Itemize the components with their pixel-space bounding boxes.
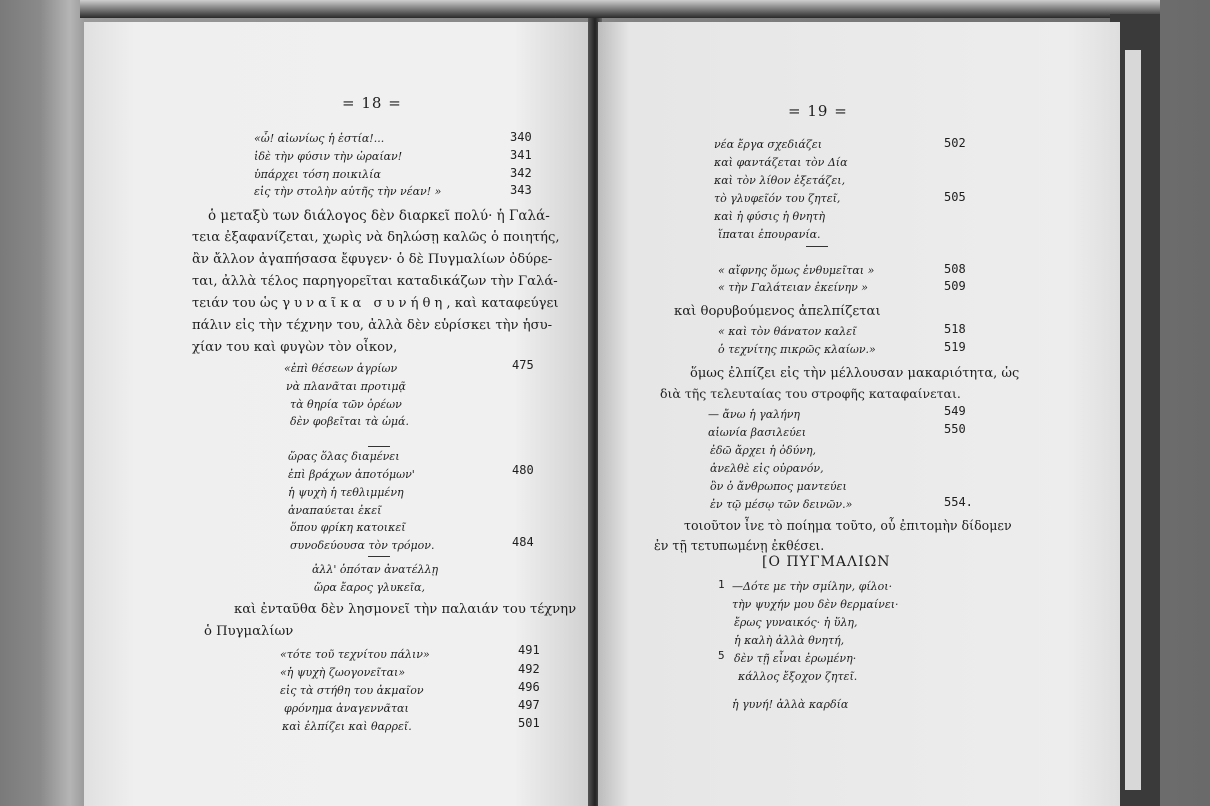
verse-line: δὲν τῇ εἶναι ἐρωμένη· (734, 652, 857, 665)
section-divider (806, 246, 828, 247)
cover-top-edge (80, 0, 1160, 18)
line-number: 484 (512, 535, 534, 549)
line-number: 475 (512, 358, 534, 372)
verse-line: ἡ γυνή! ἀλλὰ καρδία (732, 698, 849, 711)
verse-line: —Δότε με τὴν σμίλην, φίλοι· (732, 580, 893, 593)
verse-line: ἐπὶ βράχων ἀποτόμων' (288, 468, 415, 481)
verse-line: νέα ἔργα σχεδιάζει (714, 138, 823, 151)
verse-line: «ὦ! αἰωνίως ἡ ἑστία!... (254, 132, 385, 145)
verse-line: — ἄνω ἡ γαλήνη (708, 408, 801, 421)
line-number: 341 (510, 148, 532, 162)
verse-line: « καὶ τὸν θάνατον καλεῖ (718, 325, 857, 338)
verse-line: τὸ γλυφεῖόν του ζητεῖ, (714, 192, 841, 205)
line-number: 554. (944, 495, 973, 509)
right-page (598, 22, 1120, 806)
line-number: 1 (718, 578, 725, 591)
verse-line: νὰ πλανᾶται προτιμᾷ (286, 380, 406, 393)
prose-line: πάλιν εἰς τὴν τέχνην του, ἀλλὰ δὲν εὑρίσκει τὴν ἡσυ- (192, 318, 553, 333)
verse-line: ἵπαται ἐπουρανία. (718, 228, 821, 241)
verse-line: εἰς τὰ στήθη του ἀκμαῖον (280, 684, 424, 697)
verse-line: ἰδὲ τὴν φύσιν τὴν ὡραίαν! (254, 150, 403, 163)
line-number: 505 (944, 190, 966, 204)
section-title: [Ο ΠΥΓΜΑΛΙΩΝ (762, 554, 891, 570)
line-number: 508 (944, 262, 966, 276)
verse-line: «ἡ ψυχὴ ζωογονεῖται» (280, 666, 406, 679)
line-number: 5 (718, 649, 725, 662)
section-title-text: Ο ΠΥΓΜΑΛΙΩΝ (768, 554, 891, 570)
verse-line: τὰ θηρία τῶν ὀρέων (290, 398, 402, 411)
line-number: 342 (510, 166, 532, 180)
prose-fragment: , καὶ καταφεύγει (446, 296, 559, 311)
verse-line: ἐν τῷ μέσῳ τῶν δεινῶν.» (710, 498, 853, 511)
verse-line: «τότε τοῦ τεχνίτου πάλιν» (280, 648, 430, 661)
verse-line: ὑπάρχει τόση ποικιλία (254, 168, 381, 181)
section-divider (368, 446, 390, 447)
verse-line: ἀνελθὲ εἰς οὐρανόν, (710, 462, 824, 475)
prose-line: ἐν τῇ τετυπωμένῃ ἐκθέσει. (654, 538, 825, 553)
prose-line: καὶ ἐνταῦθα δὲν λησμονεῖ τὴν παλαιάν του τέχνην (234, 602, 577, 617)
verse-line: καὶ ἐλπίζει καὶ θαρρεῖ. (282, 720, 412, 733)
verse-line: ἀλλ' ὁπόταν ἀνατέλλῃ (312, 563, 439, 576)
verse-line: « αἴφνης ὅμως ἐνθυμεῖται » (718, 264, 875, 277)
prose-fragment: τειάν του ὡς (192, 296, 278, 311)
verse-line: αἰωνία βασιλεύει (708, 426, 807, 439)
verse-line: ἀναπαύεται ἐκεῖ (288, 504, 382, 517)
line-number: 496 (518, 680, 540, 694)
verse-line: καὶ φαντάζεται τὸν Δία (714, 156, 848, 169)
prose-line: ἂν ἄλλον ἀγαπήσασα ἔφυγεν· ὁ δὲ Πυγμαλίων ὀδύρε- (192, 252, 553, 267)
verse-line: δὲν φοβεῖται τὰ ὠμά. (290, 415, 409, 428)
verse-line: καὶ ἡ φύσις ἡ θνητὴ (714, 210, 826, 223)
prose-line: διὰ τῆς τελευταίας του στροφῆς καταφαίνεται. (660, 386, 961, 401)
prose-line: καὶ θορυβούμενος ἀπελπίζεται (674, 304, 881, 319)
left-page (84, 22, 590, 806)
prose-line: ὁ Πυγμαλίων (204, 624, 294, 639)
verse-line: ὁ τεχνίτης πικρῶς κλαίων.» (718, 343, 876, 356)
line-number: 501 (518, 716, 540, 730)
verse-line: τὴν ψυχήν μου δὲν θερμαίνει· (732, 598, 899, 611)
prose-line: τεια ἐξαφανίζεται, χωρὶς νὰ δηλώσῃ καλῶς ὁ ποιητής, (192, 230, 560, 245)
line-number: 497 (518, 698, 540, 712)
line-number: 549 (944, 404, 966, 418)
verse-line: ὅπου φρίκη κατοικεῖ (290, 521, 406, 534)
verse-line: ἐδῶ ἄρχει ἡ ὀδύνη, (710, 444, 817, 457)
verse-line: ὥρας ὅλας διαμένει (288, 450, 400, 463)
line-number: 518 (944, 322, 966, 336)
section-divider (368, 556, 390, 557)
emphasized-phrase: γυναῖκα συνήθη (282, 296, 447, 311)
prose-line: τοιοῦτον ἶνε τὸ ποίημα τοῦτο, οὗ ἐπιτομὴν δίδομεν (684, 518, 1012, 533)
verse-line: κάλλος ἔξοχον ζητεῖ. (738, 670, 858, 683)
verse-line: ἡ καλὴ ἀλλὰ θνητή, (734, 634, 845, 647)
page-number-left: = 18 = (342, 94, 402, 112)
verse-line: «ἐπὶ θέσεων ἀγρίων (284, 362, 398, 375)
verse-line: ὥρα ἔαρος γλυκεῖα, (314, 581, 426, 594)
prose-line: χίαν του καὶ φυγὼν τὸν οἶκον, (192, 340, 398, 355)
line-number: 343 (510, 183, 532, 197)
line-number: 509 (944, 279, 966, 293)
page-number-right: = 19 = (788, 102, 848, 120)
line-number: 340 (510, 130, 532, 144)
verse-line: ὃν ὁ ἄνθρωπος μαντεύει (710, 480, 847, 493)
verse-line: συνοδεύουσα τὸν τρόμον. (290, 539, 435, 552)
line-number: 550 (944, 422, 966, 436)
prose-line: ὅμως ἐλπίζει εἰς τὴν μέλλουσαν μακαριότητα, ὡς (690, 366, 1020, 381)
prose-line: ται, ἀλλὰ τέλος παρηγορεῖται καταδικάζων τὴν Γαλά- (192, 274, 558, 289)
verse-line: « τὴν Γαλάτειαν ἐκείνην » (718, 281, 868, 294)
verse-line: ἡ ψυχὴ ἡ τεθλιμμένη (288, 486, 404, 499)
line-number: 480 (512, 463, 534, 477)
verse-line: ἔρως γυναικός· ἡ ὕλη, (734, 616, 858, 629)
verse-line: καὶ τὸν λίθον ἐξετάζει, (714, 174, 846, 187)
prose-line (192, 296, 559, 311)
line-number: 491 (518, 643, 540, 657)
prose-line: ὁ μεταξὺ των διάλογος δὲν διαρκεῖ πολύ· ἡ Γαλά- (208, 208, 550, 224)
line-number: 519 (944, 340, 966, 354)
line-number: 502 (944, 136, 966, 150)
verse-line: φρόνημα ἀναγεννᾶται (284, 702, 409, 715)
line-number: 492 (518, 662, 540, 676)
page-stack-edge (1125, 50, 1141, 790)
verse-line: εἰς τὴν στολὴν αὐτῆς τὴν νέαν! » (254, 185, 442, 198)
